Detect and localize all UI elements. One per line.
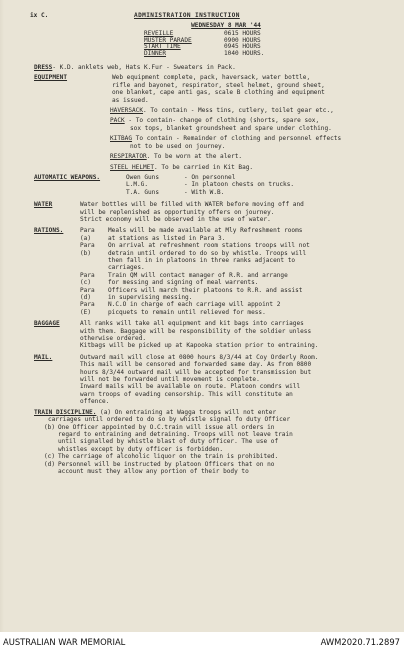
rations-para: Para (E) N.C.O in charge of each carriage will appoint 2 picquets to remain until relieved for mess. [80, 301, 281, 316]
mail-heading: MAIL. [34, 353, 53, 361]
document-title: ADMINISTRATION INSTRUCTION [134, 12, 240, 19]
document-header [30, 10, 388, 21]
rations-para: Para (b) On arrival at refreshment room stations troops will not detrain until ordered to do so by whistle. Troops will then fall in in platoons in three ranks adjacent to carriages. [80, 242, 310, 272]
timetable-row: MUSTER PARADE 0900 HOURS [144, 36, 261, 44]
timetable-row: START TIME 0945 HOURS [144, 43, 261, 51]
rations-section [34, 227, 388, 316]
baggage-section: BAGGAGE All ranks will take all equipment and kit bags into carriages with them. Baggage will be responsibility of the soldier unless otherwise ordered. Kitbags will be picked up at Kapooka station prior to entraining. [34, 320, 319, 350]
train-discipline-item: (c) The carriage of alcoholic liquor on the train is prohibited. [44, 453, 279, 461]
haversack-section: HAVERSACK. To contain - Mess tins, cutlery, toilet gear etc., [110, 107, 334, 115]
train-discipline-heading: TRAIN DISCIPLINE. [34, 408, 97, 416]
train-discipline-section: TRAIN DISCIPLINE. (a) On entraining at Wagga troops will not enter carriages until ordered to do so by whistle signal fo duty Officer (b) One Officer appointed by O.C.train will issue all orders in regard to entraining and detraining. Troops will not leave train until signalled by whistle blast of duty officer. The use of whistles except by duty officer is forbidden. (c) The carriage of alcoholic liquor on the train is prohibited. (d) Personnel will be instructed by platoon Officers that on no account must they allow any portion of their body to [34, 409, 388, 476]
dress-section [34, 64, 388, 71]
rations-para: Para (d) Officers will march their platoons to R.R. and assist in supervising messing. [80, 286, 303, 301]
water-section: WATER Water bottles will be filled with WATER before moving off and will be replenished as opportunity offers on journey. Strict economy will be observed in the use of water. [34, 201, 304, 223]
equipment-heading: EQUIPMENT [34, 74, 68, 82]
haversack-heading: HAVERSACK [110, 107, 144, 115]
page-edge-shadow [0, 0, 4, 632]
steel-helmet-heading: STEEL HELMET [110, 163, 155, 171]
timetable [144, 31, 304, 57]
steel-helmet-section: STEEL HELMET. To be carried in Kit Bag. [110, 163, 254, 171]
mail-section: MAIL. Outward mail will close at 0800 hours 8/3/44 at Coy Orderly Room. This mail will be censored and forwarded same day. As from 0800 hours 8/3/44 outward mail will be accepted for transmission but will not be forwarded until movement is complete. Inward mails will be available on route. Platoon comdrs will warn troops of evading censorship. This will constitute an offence. [34, 353, 319, 406]
appendix-label: ix C. [30, 12, 49, 19]
weapon-row: T.A. Guns - With W.B. [126, 188, 225, 196]
train-discipline-item: (d) Personnel will be instructed by platoon Officers that on no account must they allow any portion of their body to [44, 460, 275, 475]
baggage-heading: BAGGAGE [34, 320, 60, 328]
respirator-section: RESPIRATOR. To be worn at the alert. [110, 153, 243, 161]
kitbag-section: KITBAG To contain - Remainder of clothing and personnel effects not to be used on journey. [110, 135, 342, 150]
water-heading: WATER [34, 201, 53, 209]
archive-name: AUSTRALIAN WAR MEMORIAL [3, 637, 126, 647]
rations-para: Para (c) Train QM will contact manager of R.R. and arrange for messing and signing of meal warrents. [80, 271, 288, 287]
administration-instruction [30, 10, 388, 475]
automatic-weapons-section [34, 174, 388, 196]
equipment-section: EQUIPMENT Web equipment complete, pack, haversack, water bottle, rifle and bayonet, respirator, steel helmet, ground sheet, one blanket, cape anti gas, scale B clothing and equipment as issued. [34, 74, 325, 104]
rations-para: Para (a) Meals will be made available at Mly Refreshment rooms at stations as listed in Para 3. [80, 227, 303, 242]
dress-heading: DRESS [34, 64, 53, 72]
weapon-row: L.M.G. - In platoon chests on trucks. [126, 181, 295, 189]
rations-heading: RATIONS. [34, 227, 64, 235]
train-discipline-item: (b) One Officer appointed by O.C.train will issue all orders in regard to entraining and detraining. Troops will not leave train until signalled by whistle blast of duty officer. The use of whistles except by duty officer is forbidden. [44, 423, 293, 453]
archive-footer [0, 632, 404, 653]
automatic-weapons-heading: AUTOMATIC WEAPONS. [34, 173, 101, 181]
document-date: WEDNESDAY 8 MAR '44 [191, 22, 261, 29]
dress-text: - K.D. anklets web, Hats K.Fur - Sweaters in Pack. [52, 64, 236, 72]
timetable-row: DINNER 1040 HOURS. [144, 49, 265, 57]
kitbag-heading: KITBAG [110, 135, 133, 143]
weapon-row: Owen Guns - On personnel [126, 173, 236, 181]
archive-reference: AWM2020.71.2897 [320, 637, 400, 647]
pack-section: PACK - To contain- change of clothing (shorts, spare sox, sox tops, blanket groundsheet and spare under clothing. [110, 117, 332, 132]
timetable-row: REVEILLE 0615 HOURS [144, 30, 261, 38]
respirator-heading: RESPIRATOR [110, 153, 147, 161]
pack-heading: PACK [110, 117, 125, 125]
